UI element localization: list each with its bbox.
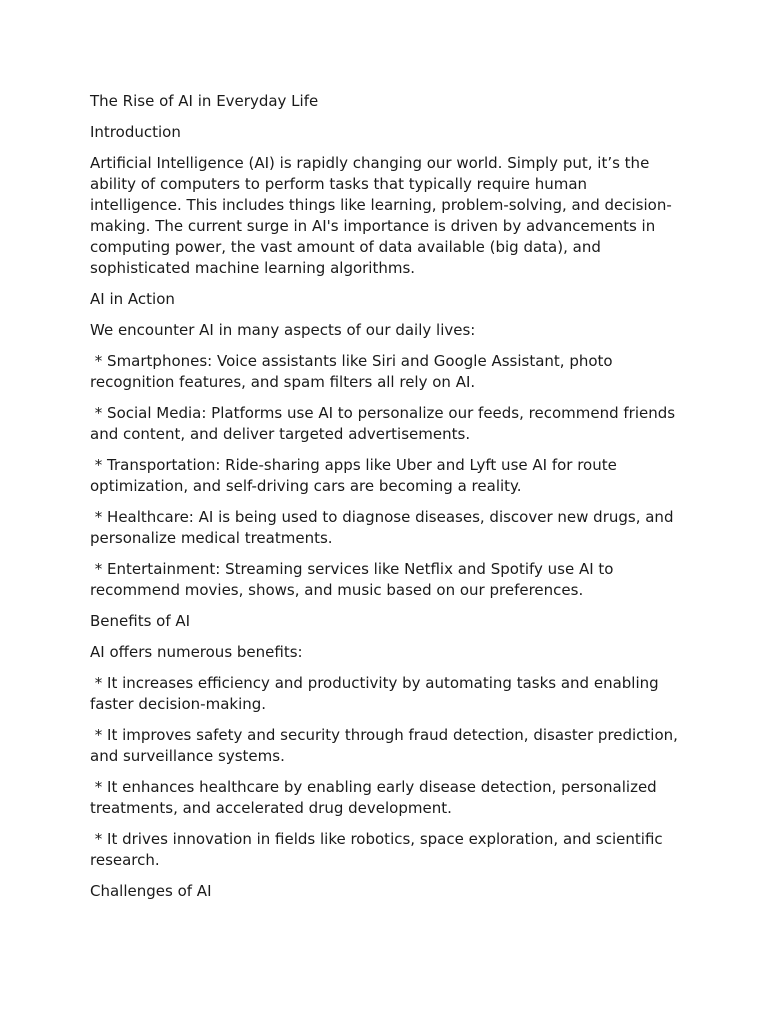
ai-in-action-intro: We encounter AI in many aspects of our daily lives:: [90, 321, 476, 339]
list-item-transportation: * Transportation: Ride-sharing apps like Uber and Lyft use AI for route optimization, and self-driving cars are becoming a reality.: [90, 456, 622, 495]
list-item-innovation: * It drives innovation in fields like robotics, space exploration, and scientific research.: [90, 830, 668, 869]
section-heading-introduction: Introduction: [90, 123, 181, 141]
section-heading-benefits: Benefits of AI: [90, 612, 191, 630]
document-title: The Rise of AI in Everyday Life: [90, 92, 319, 110]
list-item-entertainment: * Entertainment: Streaming services like Netflix and Spotify use AI to recommend movies, shows, and music based on our preferences.: [90, 560, 619, 599]
list-item-safety: * It improves safety and security through fraud detection, disaster prediction, and surveillance systems.: [90, 726, 683, 765]
list-item-social-media: * Social Media: Platforms use AI to personalize our feeds, recommend friends and content, and deliver targeted advertisements.: [90, 404, 680, 443]
section-heading-ai-in-action: AI in Action: [90, 290, 175, 308]
list-item-healthcare-benefit: * It enhances healthcare by enabling early disease detection, personalized treatments, and accelerated drug development.: [90, 778, 662, 817]
list-item-smartphones: * Smartphones: Voice assistants like Siri and Google Assistant, photo recognition features, and spam filters all rely on AI.: [90, 352, 618, 391]
list-item-efficiency: * It increases efficiency and productivity by automating tasks and enabling faster decision-making.: [90, 674, 664, 713]
document-body: [90, 91, 682, 912]
section-heading-challenges: Challenges of AI: [90, 882, 212, 900]
introduction-paragraph: Artificial Intelligence (AI) is rapidly changing our world. Simply put, it’s the ability of computers to perform tasks that typically require human intelligence. This includes things like learning, problem-solving, and decision-making. The current surge in AI's importance is driven by advancements in computing power, the vast amount of data available (big data), and sophisticated machine learning algorithms.: [90, 154, 672, 277]
benefits-intro: AI offers numerous benefits:: [90, 643, 303, 661]
list-item-healthcare: * Healthcare: AI is being used to diagnose diseases, discover new drugs, and personalize medical treatments.: [90, 508, 679, 547]
